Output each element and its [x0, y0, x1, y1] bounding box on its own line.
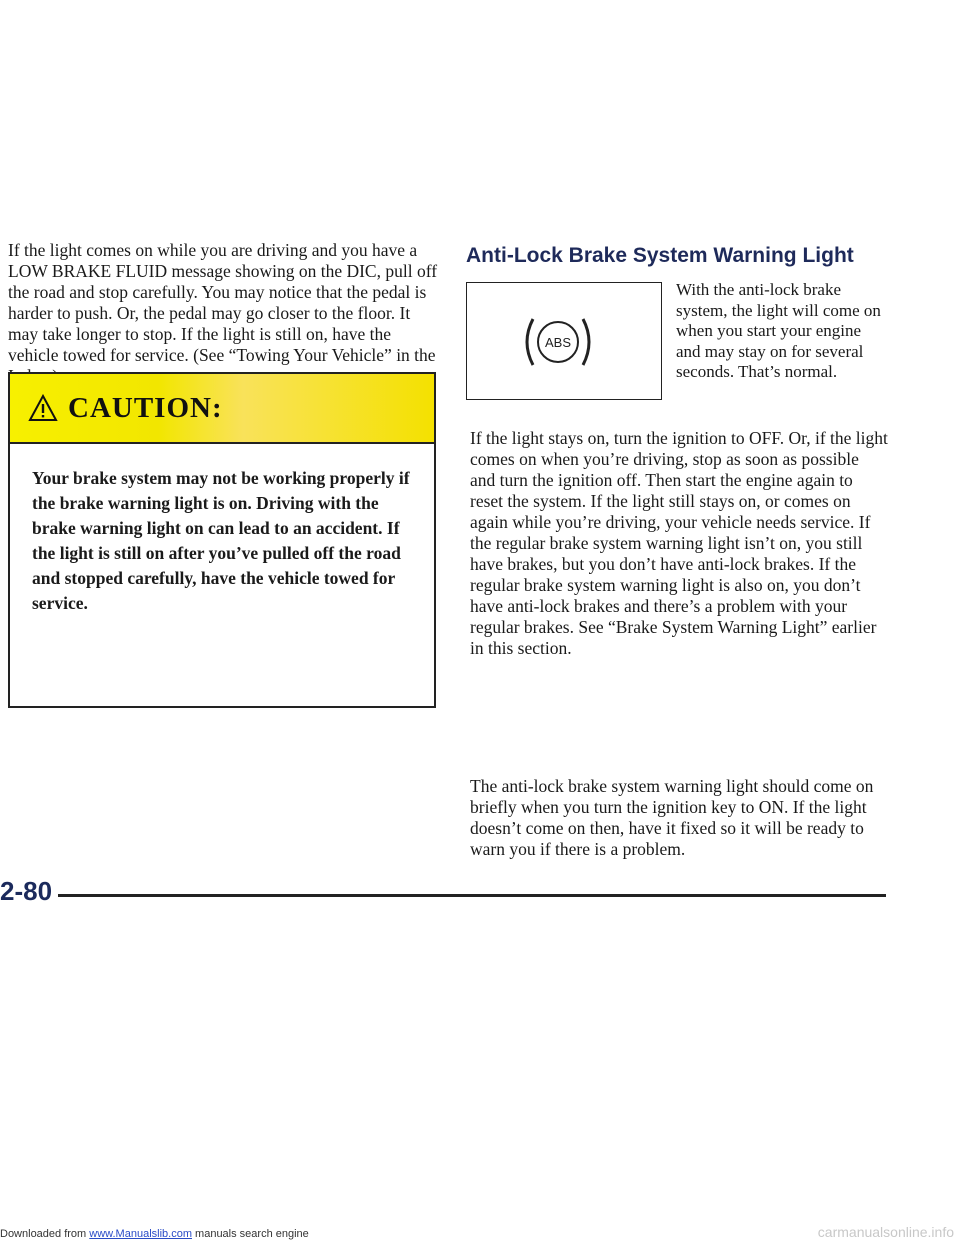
caution-box — [8, 372, 436, 708]
page-number: 2-80 — [0, 876, 53, 906]
manualslib-link[interactable]: www.Manualslib.com — [89, 1228, 192, 1240]
caution-header — [10, 374, 434, 444]
section-heading: Anti-Lock Brake System Warning Light — [466, 244, 854, 267]
watermark: carmanualsonline.info — [817, 1224, 954, 1240]
footer-suffix: manuals search engine — [191, 1228, 309, 1240]
caution-text: Your brake system may not be working properly if the brake warning light is on. Driving with the brake warning light on can lead to an accident. If the light is still on after you’ve pulled off the road and stopped carefully, have the vehicle towed for service. — [32, 468, 410, 613]
abs-description: With the anti-lock brake system, the light will come on when you start your engine and may stay on for several seconds. That’s normal. — [676, 280, 881, 381]
footer-rule — [58, 894, 886, 897]
caution-title: CAUTION: — [68, 391, 223, 424]
left-paragraph: If the light comes on while you are driving and you have a LOW BRAKE FLUID message showing on the DIC, pull off the road and stop carefully. You may notice that the pedal is harder to push. Or, the pedal may go closer to the floor. It may take longer to stop. If the light is still on, have the vehicle towed for service. (See “Towing Your Vehicle” in the — [8, 240, 438, 365]
warning-triangle-icon — [28, 394, 58, 422]
abs-light-illustration — [466, 282, 662, 400]
abs-icon-label: ABS — [544, 335, 572, 350]
abs-warning-icon — [503, 297, 613, 387]
download-footer — [0, 1228, 309, 1240]
footer-prefix: Downloaded from — [0, 1228, 90, 1240]
right-paragraph-1: If the light stays on, turn the ignition to OFF. Or, if the light comes on when you’re driving, stop as soon as possible and turn the ignition off. Then start the engine again to reset the system. If the light still stays on, or comes on again while you’re driving, your vehicle needs service. If the regular brake system warning light isn’t on, you still have brakes, but you don’t have anti-lock brakes. If the regular brake system warning light is also on, you don’t have anti-lock brakes and there’s a problem with your regular brakes. See “Brake System Warning Light” earlier in this section. — [470, 428, 888, 658]
right-paragraph-2: The anti-lock brake system warning light should come on briefly when you turn the ignition key to ON. If the light doesn’t come on then, have it fixed so it will be ready to warn you if there is a problem. — [470, 776, 874, 859]
